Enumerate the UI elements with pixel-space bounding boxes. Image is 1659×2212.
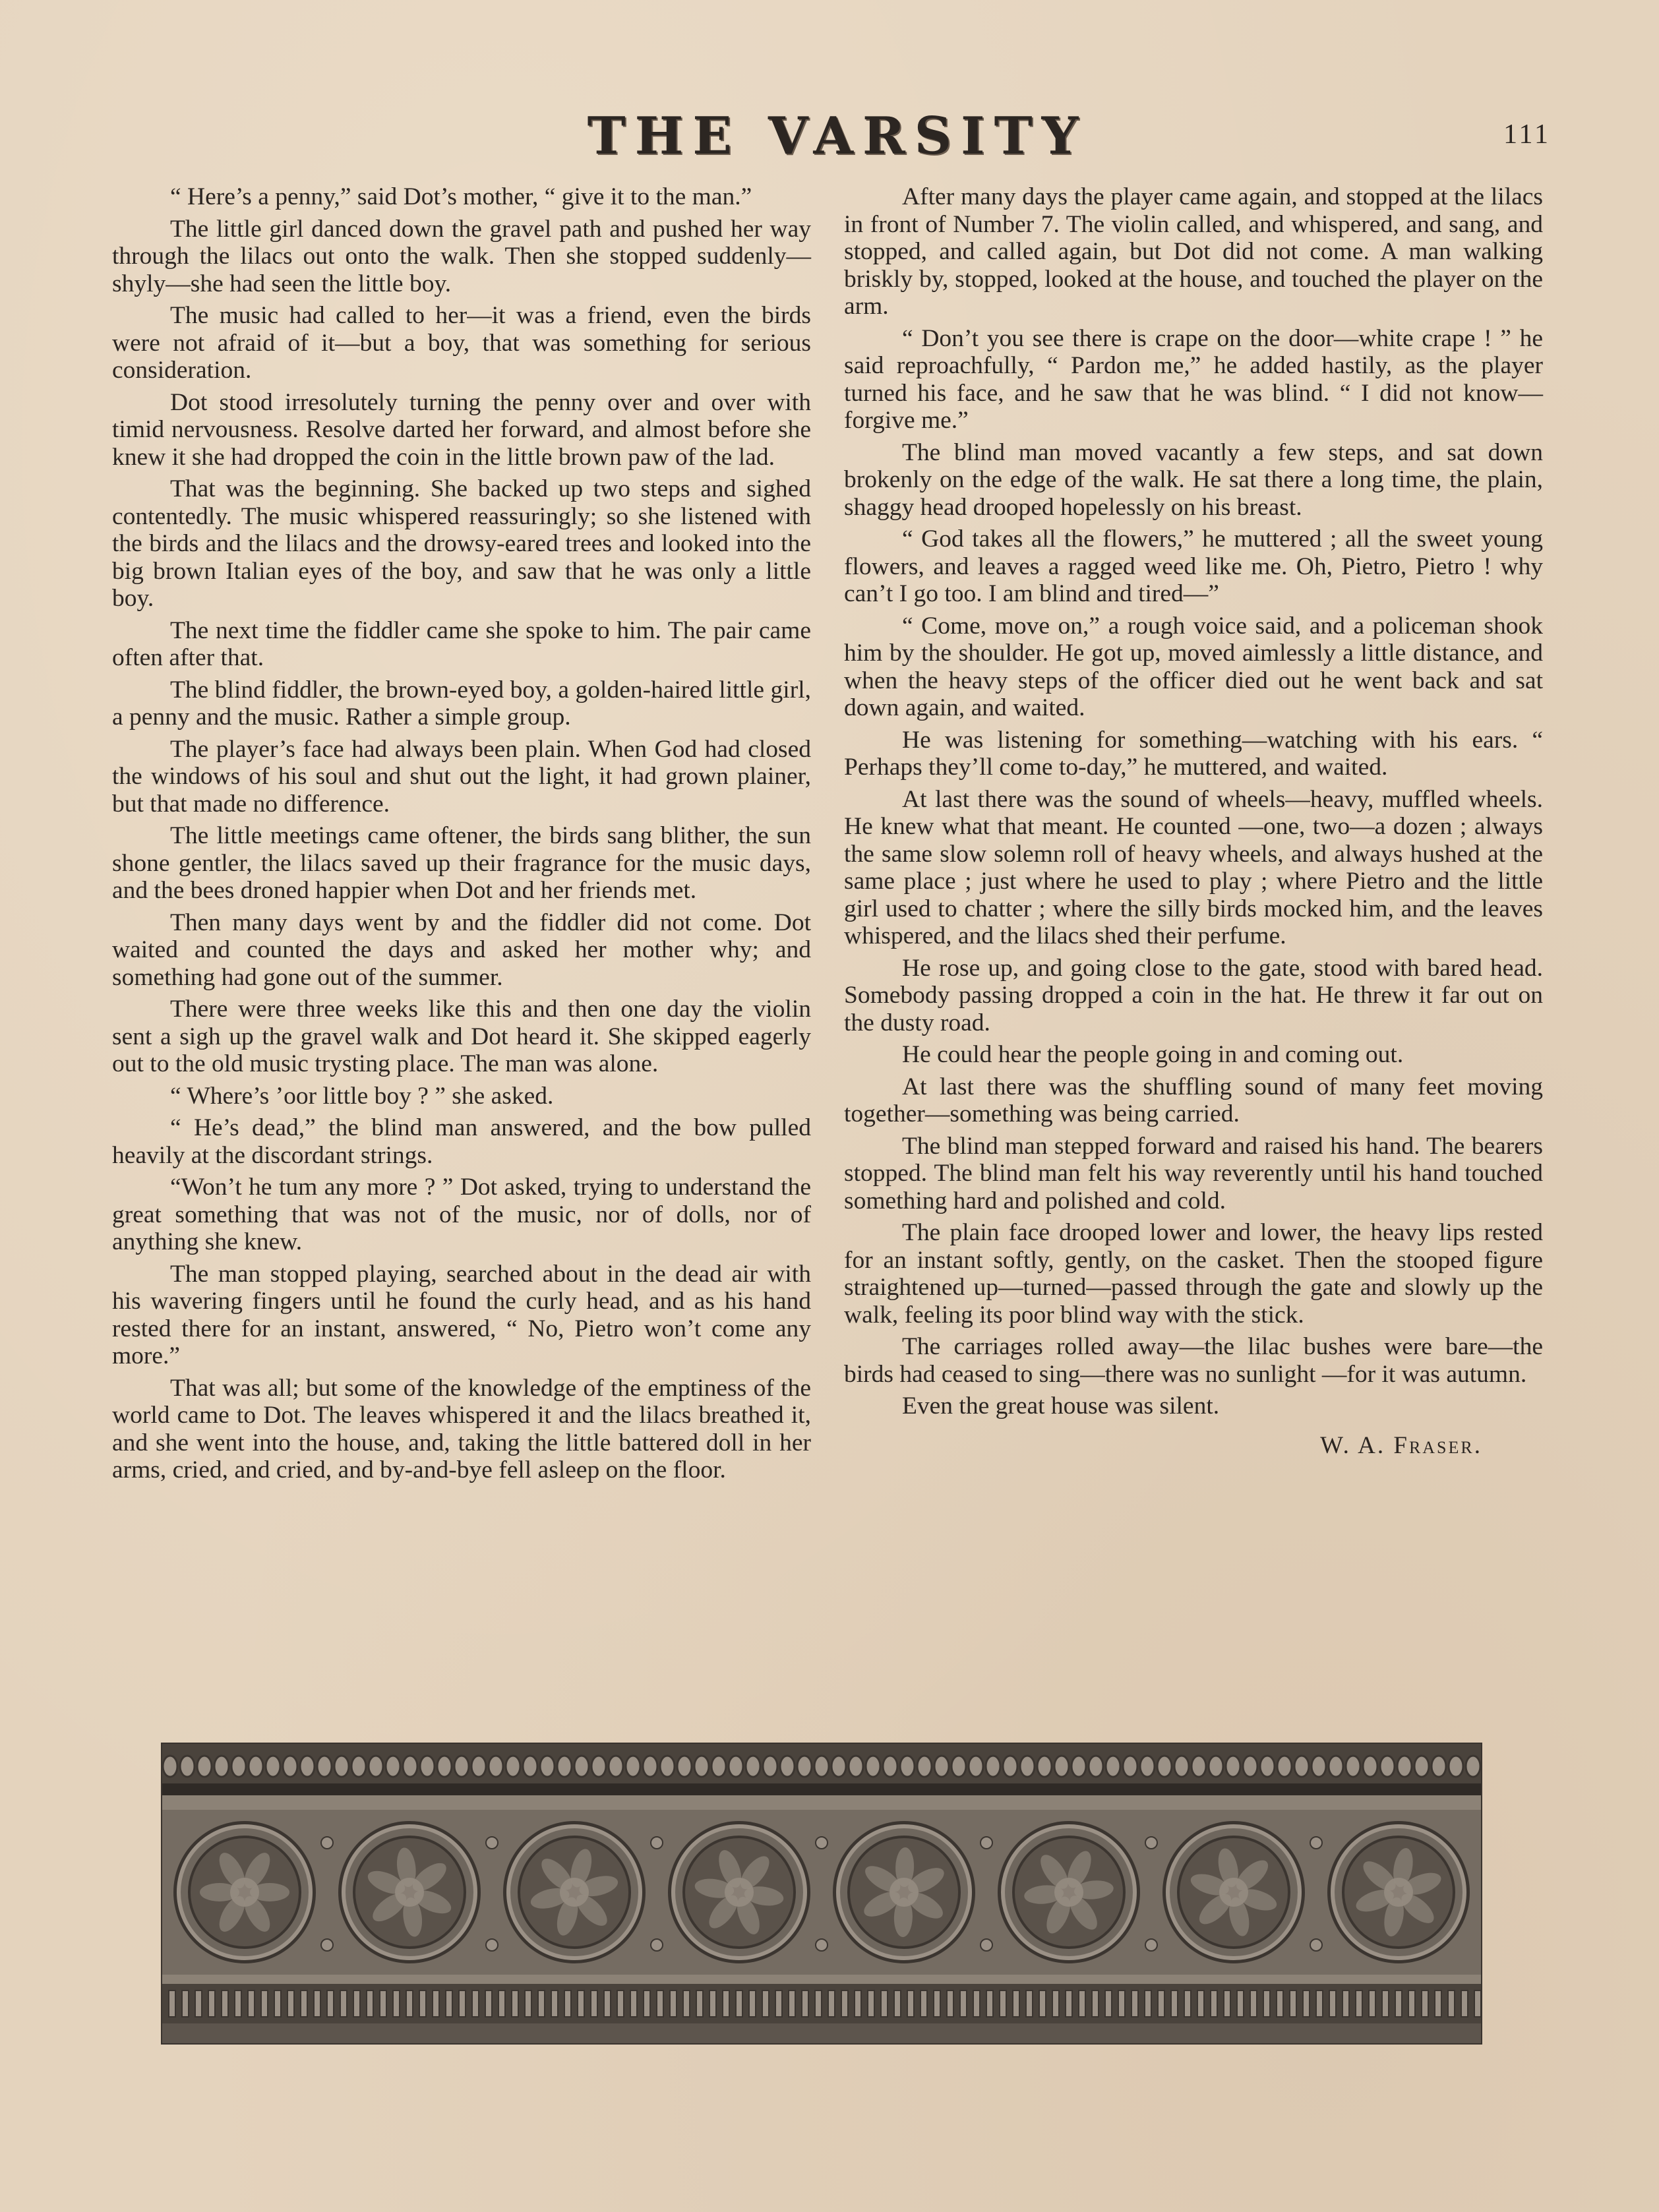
dentil-ornament [1118, 1990, 1125, 2017]
dentil-ornament [235, 1990, 241, 2017]
paragraph: The music had called to her—it was a friend, even the birds were not afraid of it—but a boy, that was something for serious consideration. [112, 302, 811, 384]
bead-ornament [1071, 1756, 1086, 1777]
bead-ornament [454, 1756, 469, 1777]
paragraph: The carriages rolled away—the lilac bushes were bare—the birds had ceased to sing—there was no sunlight —for it was autumn. [844, 1333, 1543, 1388]
bead-ornament [1191, 1756, 1206, 1777]
bead-ornament [266, 1756, 280, 1777]
bead-ornament [523, 1756, 537, 1777]
bead-ornament [1312, 1756, 1326, 1777]
medallion [338, 1821, 481, 1963]
dentil-ornament [1395, 1990, 1402, 2017]
bead-ornament [283, 1756, 297, 1777]
paragraph: Then many days went by and the fiddler did not come. Dot waited and counted the days and asked her mother why; and something had gone out of the summer. [112, 909, 811, 991]
paragraph: Dot stood irresolutely turning the penny over and over with timid nervousness. Resolve darted her forward, and almost before she knew it she had dropped the coin in the little brown paw of the lad. [112, 388, 811, 471]
medallion [1162, 1821, 1305, 1963]
bead-ornament [660, 1756, 675, 1777]
bead-ornament [403, 1756, 417, 1777]
dentil-ornament [1329, 1990, 1336, 2017]
dentil-ornament [551, 1990, 558, 2017]
rivet-ornament [1310, 1837, 1322, 1849]
dentil-ornament [1369, 1990, 1375, 2017]
dentil-ornament [841, 1990, 848, 2017]
bead-ornament [626, 1756, 640, 1777]
medallion [503, 1821, 646, 1963]
paragraph: The man stopped playing, searched about in the dead air with his wavering fingers until he found the curly head, and as his hand rested there for an instant, answered, “ No, Pietro won’t come any more.” [112, 1260, 811, 1369]
rivet-ornament [486, 1837, 498, 1849]
bead-ornament [1020, 1756, 1035, 1777]
dentil-ornament [446, 1990, 452, 2017]
dentil-ornament [287, 1990, 294, 2017]
paragraph: Even the great house was silent. [902, 1392, 1220, 1420]
dentil-ornament [169, 1990, 175, 2017]
dentil-ornament [1356, 1990, 1362, 2017]
dentil-ornament [789, 1990, 795, 2017]
bead-ornament [1260, 1756, 1275, 1777]
dentil-ornament [1079, 1990, 1085, 2017]
dentil-ornament [670, 1990, 677, 2017]
bead-ornament [866, 1756, 880, 1777]
bead-ornament [746, 1756, 760, 1777]
dentil-ornament [947, 1990, 953, 2017]
dentil-ornament [736, 1990, 742, 2017]
rivet-ornament [1310, 1939, 1322, 1951]
bead-ornament [694, 1756, 709, 1777]
bead-ornament [969, 1756, 983, 1777]
dentil-ornament [1066, 1990, 1072, 2017]
dentil-ornament [855, 1990, 861, 2017]
medallion [173, 1821, 316, 1963]
rivet-ornament [651, 1939, 663, 1951]
dentil-ornament [881, 1990, 888, 2017]
paragraph: “ Come, move on,” a rough voice said, and a policeman shook him by the shoulder. He got up, moved aimlessly a little distance, and when the heavy steps of the officer died out he went back and sat down again, and waited. [844, 612, 1543, 721]
bead-ornament [1174, 1756, 1189, 1777]
bead-ornament [1277, 1756, 1292, 1777]
dentil-ornament [696, 1990, 703, 2017]
dentil-ornament [498, 1990, 505, 2017]
bead-ornament [797, 1756, 812, 1777]
dentil-ornament [485, 1990, 492, 2017]
dentil-ornament [1145, 1990, 1151, 2017]
dentil-ornament [709, 1990, 716, 2017]
bead-ornament [317, 1756, 332, 1777]
dentil-ornament [1277, 1990, 1283, 2017]
dentil-ornament [723, 1990, 729, 2017]
dentil-ornament [1408, 1990, 1415, 2017]
bead-ornament [420, 1756, 435, 1777]
paragraph: At last there was the shuffling sound of many feet moving together—something was being carried. [844, 1073, 1543, 1127]
rivet-ornament [816, 1939, 828, 1951]
author-signature: W. A. Fraser. [1320, 1431, 1482, 1459]
right-column [844, 183, 1543, 1459]
bead-ornament [351, 1756, 366, 1777]
bead-ornament [1243, 1756, 1257, 1777]
dentil-ornament [261, 1990, 268, 2017]
dentil-ornament [907, 1990, 914, 2017]
paragraph: “ Where’s ’oor little boy ? ” she asked. [170, 1082, 554, 1110]
dentil-ornament [1211, 1990, 1217, 2017]
page-number: 111 [1503, 119, 1551, 150]
dentil-ornament [472, 1990, 479, 2017]
dentil-ornament [1316, 1990, 1323, 2017]
bead-ornament [1089, 1756, 1103, 1777]
bead-ornament [163, 1756, 177, 1777]
dentil-ornament [617, 1990, 624, 2017]
bead-ornament [711, 1756, 726, 1777]
dentil-ornament [353, 1990, 360, 2017]
dentil-ornament [1435, 1990, 1441, 2017]
dentil-ornament [644, 1990, 650, 2017]
bead-ornament [831, 1756, 846, 1777]
bead-ornament [900, 1756, 915, 1777]
dentil-ornament [222, 1990, 228, 2017]
dentil-ornament [591, 1990, 597, 2017]
bead-ornament [489, 1756, 503, 1777]
dentil-ornament [367, 1990, 373, 2017]
bead-ornament [300, 1756, 315, 1777]
bead-ornament [883, 1756, 897, 1777]
bead-ornament [1226, 1756, 1240, 1777]
bead-ornament [197, 1756, 212, 1777]
bead-ornament [1123, 1756, 1137, 1777]
bead-ornament [763, 1756, 777, 1777]
dentil-ornament [1382, 1990, 1389, 2017]
dentil-ornament [1461, 1990, 1468, 2017]
paragraph: He could hear the people going in and coming out. [902, 1041, 1404, 1068]
medallion [668, 1821, 810, 1963]
dentil-ornament [525, 1990, 531, 2017]
bead-ornament [557, 1756, 572, 1777]
dentil-ornament [433, 1990, 439, 2017]
dentil-ornament [1474, 1990, 1481, 2017]
masthead [521, 107, 1154, 165]
dentil-ornament [1263, 1990, 1270, 2017]
masthead-title: THE VARSITY [587, 105, 1088, 166]
paragraph: He was listening for something—watching with his ears. “ Perhaps they’ll come to-day,” he muttered, and waited. [844, 726, 1543, 781]
dentil-ornament [301, 1990, 307, 2017]
dentil-ornament [630, 1990, 637, 2017]
paragraph: He rose up, and going close to the gate, stood with bared head. Somebody passing dropped a coin in the hat. He threw it far out on the dusty road. [844, 954, 1543, 1036]
dentil-ornament [182, 1990, 189, 2017]
bead-ornament [1397, 1756, 1412, 1777]
bead-ornament [231, 1756, 246, 1777]
bead-ornament [934, 1756, 949, 1777]
bead-ornament [1140, 1756, 1155, 1777]
paragraph: At last there was the sound of wheels—heavy, muffled wheels. He knew what that meant. He counted —one, two—a dozen ; always the same slow solemn roll of heavy wheels, and always hushed at the same place ; just where he used to play ; where Pietro and the little girl used to chatter ; where the silly birds mocked him, and the leaves whispered, and the lilacs shed their perfume. [844, 785, 1543, 949]
rivet-ornament [1145, 1837, 1157, 1849]
bead-ornament [1054, 1756, 1069, 1777]
bead-ornament [1432, 1756, 1446, 1777]
dentil-ornament [1303, 1990, 1310, 2017]
rivet-ornament [321, 1837, 333, 1849]
dentil-ornament [274, 1990, 281, 2017]
dentil-ornament [1105, 1990, 1112, 2017]
paragraph: “ Here’s a penny,” said Dot’s mother, “ give it to the man.” [170, 183, 752, 210]
dentil-ornament [1026, 1990, 1033, 2017]
dentil-ornament [749, 1990, 756, 2017]
paragraph: The plain face drooped lower and lower, the heavy lips rested for an instant softly, gently, on the casket. Then the stooped figure straightened up—turned—passed through the gate and slowly up the walk, feeling its poor blind way with the stick. [844, 1219, 1543, 1329]
dentil-ornament [894, 1990, 901, 2017]
dentil-ornament [195, 1990, 202, 2017]
dentil-ornament [973, 1990, 980, 2017]
dentil-ornament [208, 1990, 215, 2017]
paragraph: The player’s face had always been plain. When God had closed the windows of his soul and shut out the light, it had grown plainer, but that made no difference. [112, 735, 811, 818]
dentil-ornament [1039, 1990, 1046, 2017]
bead-ornament [1209, 1756, 1223, 1777]
dentil-ornament [934, 1990, 940, 2017]
medallion [998, 1821, 1140, 1963]
dentil-ornament [459, 1990, 466, 2017]
bead-ornament [249, 1756, 263, 1777]
dentil-ornament [564, 1990, 571, 2017]
bead-ornament [1294, 1756, 1309, 1777]
bead-ornament [437, 1756, 452, 1777]
bead-ornament [1363, 1756, 1377, 1777]
dentil-ornament [340, 1990, 347, 2017]
paragraph: “ He’s dead,” the blind man answered, and the bow pulled heavily at the discordant strings. [112, 1114, 811, 1169]
bead-ornament [1003, 1756, 1017, 1777]
dentil-ornament [775, 1990, 782, 2017]
dentil-ornament [314, 1990, 320, 2017]
left-column [112, 183, 811, 1489]
dentil-ornament [920, 1990, 927, 2017]
bead-ornament [1157, 1756, 1172, 1777]
rivet-ornament [980, 1837, 992, 1849]
dentil-ornament [1171, 1990, 1178, 2017]
dentil-ornament [1422, 1990, 1428, 2017]
dentil-ornament [1237, 1990, 1244, 2017]
paragraph: “ God takes all the flowers,” he muttered ; all the sweet young flowers, and leaves a ragged weed like me. Oh, Pietro, Pietro ! why can’t I go too. I am blind and tired—” [844, 525, 1543, 607]
paragraph: That was the beginning. She backed up two steps and sighed contentedly. The music whispered reassuringly; so she listened with the birds and the lilacs and the drowsy-eared trees and looked into the big brown Italian eyes of the boy, and saw that he was only a little boy. [112, 475, 811, 612]
paragraph: The blind man moved vacantly a few steps, and sat down brokenly on the edge of the walk. He sat there a long time, the plain, shaggy head drooped hopelessly on his breast. [844, 438, 1543, 521]
bead-ornament [1380, 1756, 1395, 1777]
ornamental-frieze-image [162, 1744, 1481, 2043]
paragraph: There were three weeks like this and then one day the violin sent a sigh up the gravel walk and Dot heard it. She skipped eagerly out to the old music trysting place. The man was alone. [112, 996, 811, 1077]
bead-ornament [814, 1756, 829, 1777]
dentil-ornament [1342, 1990, 1349, 2017]
dentil-ornament [1000, 1990, 1006, 2017]
dentil-ornament [815, 1990, 822, 2017]
rivet-ornament [486, 1939, 498, 1951]
dentil-ornament [960, 1990, 967, 2017]
rivet-ornament [816, 1837, 828, 1849]
paragraph: The blind man stepped forward and raised his hand. The bearers stopped. The blind man felt his way reverently until his hand touched something hard and polished and cold. [844, 1132, 1543, 1214]
dentil-ornament [538, 1990, 545, 2017]
dentil-ornament [802, 1990, 808, 2017]
dentil-ornament [1184, 1990, 1191, 2017]
bead-ornament [1037, 1756, 1052, 1777]
bead-ornament [1466, 1756, 1480, 1777]
dentil-ornament [1224, 1990, 1230, 2017]
dentil-ornament [1290, 1990, 1296, 2017]
dentil-ornament [512, 1990, 518, 2017]
bead-ornament [1329, 1756, 1343, 1777]
dentil-ornament [248, 1990, 255, 2017]
bead-ornament [986, 1756, 1000, 1777]
dentil-ornament [1052, 1990, 1059, 2017]
paragraph: The little meetings came oftener, the birds sang blither, the sun shone gentler, the lilacs saved up their fragrance for the music days, and the bees droned happier when Dot and her friends met. [112, 822, 811, 904]
rivet-ornament [321, 1939, 333, 1951]
paragraph: That was all; but some of the knowledge of the emptiness of the world came to Dot. The leaves whispered it and the lilacs breathed it, and she went into the house, and, taking the little battered doll in her arms, cried, and cried, and by-and-bye fell asleep on the floor. [112, 1374, 811, 1483]
paragraph: “Won’t he tum any more ? ” Dot asked, trying to understand the great something that was not of the music, nor of dolls, nor of anything she knew. [112, 1174, 811, 1255]
bead-ornament [780, 1756, 795, 1777]
dentil-ornament [868, 1990, 874, 2017]
dentil-ornament [828, 1990, 835, 2017]
frieze-illustration [162, 1744, 1481, 2043]
dentil-ornament [380, 1990, 386, 2017]
bead-ornament [369, 1756, 383, 1777]
bead-ornament [471, 1756, 486, 1777]
bead-ornament [180, 1756, 195, 1777]
dentil-ornament [1197, 1990, 1204, 2017]
paragraph: “ Don’t you see there is crape on the door—white crape ! ” he said reproachfully, “ Pardon me,” he added hastily, as the player turned his face, and he saw that he was blind. “ I did not know—forgive me.” [844, 324, 1543, 434]
bead-ornament [1449, 1756, 1463, 1777]
bead-ornament [214, 1756, 229, 1777]
bead-ornament [951, 1756, 966, 1777]
paragraph: The blind fiddler, the brown-eyed boy, a golden-haired little girl, a penny and the music. Rather a simple group. [112, 676, 811, 731]
dentil-ornament [683, 1990, 690, 2017]
bead-ornament [917, 1756, 932, 1777]
dentil-ornament [393, 1990, 400, 2017]
dentil-ornament [419, 1990, 426, 2017]
dentil-ornament [1250, 1990, 1257, 2017]
bead-ornament [1346, 1756, 1360, 1777]
bead-ornament [591, 1756, 606, 1777]
paragraph: After many days the player came again, and stopped at the lilacs in front of Number 7. The violin called, and whispered, and sang, and stopped, and called again, but Dot did not come. A man walking briskly by, stopped, looked at the house, and touched the player on the arm. [844, 183, 1543, 320]
dentil-ornament [327, 1990, 334, 2017]
bead-ornament [729, 1756, 743, 1777]
dentil-ornament [762, 1990, 769, 2017]
bead-ornament [849, 1756, 863, 1777]
dentil-ornament [986, 1990, 993, 2017]
bead-ornament [540, 1756, 555, 1777]
dentil-ornament [1092, 1990, 1099, 2017]
dentil-ornament [1131, 1990, 1138, 2017]
rivet-ornament [1145, 1939, 1157, 1951]
bead-ornament [609, 1756, 623, 1777]
dentil-ornament [657, 1990, 663, 2017]
bead-ornament [574, 1756, 589, 1777]
dentil-ornament [1448, 1990, 1455, 2017]
rivet-ornament [980, 1939, 992, 1951]
paragraph: The little girl danced down the gravel path and pushed her way through the lilacs out onto the walk. Then she stopped suddenly—shyly—she had seen the little boy. [112, 215, 811, 297]
dentil-ornament [604, 1990, 611, 2017]
medallion [833, 1821, 975, 1963]
bead-ornament [643, 1756, 657, 1777]
bead-ornament [506, 1756, 520, 1777]
paragraph: The next time the fiddler came she spoke to him. The pair came often after that. [112, 616, 811, 671]
medallion [1327, 1821, 1470, 1963]
bead-ornament [386, 1756, 400, 1777]
dentil-ornament [578, 1990, 584, 2017]
dentil-ornament [406, 1990, 413, 2017]
bead-ornament [1414, 1756, 1429, 1777]
dentil-ornament [1013, 1990, 1019, 2017]
bead-ornament [677, 1756, 692, 1777]
bead-ornament [334, 1756, 349, 1777]
dentil-ornament [1158, 1990, 1164, 2017]
rivet-ornament [651, 1837, 663, 1849]
bead-ornament [1106, 1756, 1120, 1777]
